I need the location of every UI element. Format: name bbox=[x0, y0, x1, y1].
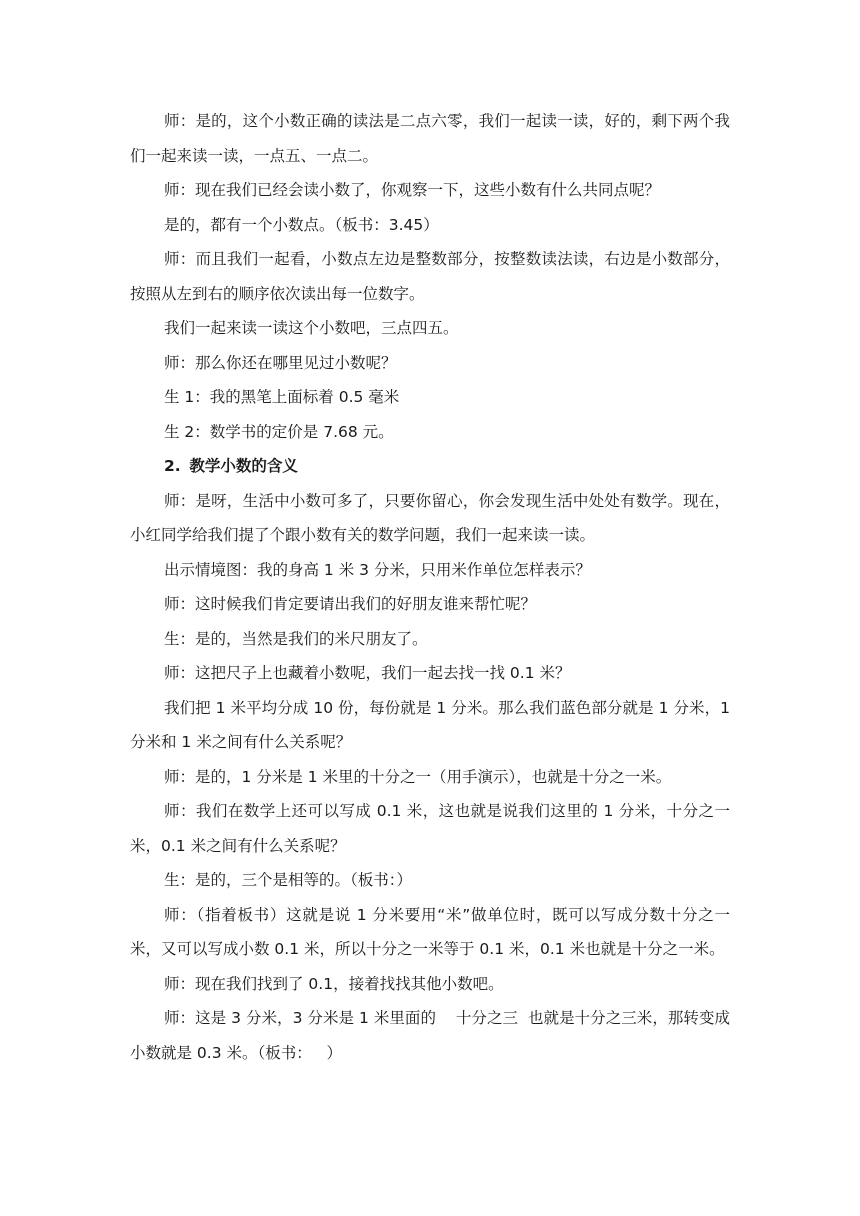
paragraph: 我们把 1 米平均分成 10 份，每份就是 1 分米。那么我们蓝色部分就是 1 分米，1 分米和 1 米之间有什么关系呢？ bbox=[130, 698, 735, 751]
paragraph: 师：是呀，生活中小数可多了，只要你留心，你会发现生活中处处有数学。现在，小红同学给我们提了个跟小数有关的数学问题，我们一起来读一读。 bbox=[130, 491, 730, 544]
document-page bbox=[130, 104, 735, 1070]
paragraph: 师：是的，1 分米是 1 米里的十分之一（用手演示），也就是十分之一米。 bbox=[164, 767, 672, 786]
section-number: 2. bbox=[164, 457, 181, 475]
paragraph: 师：而且我们一起看，小数点左边是整数部分，按整数读法读，右边是小数部分，按照从左到右的顺序依次读出每一位数字。 bbox=[130, 250, 730, 303]
paragraph: 师：现在我们找到了 0.1，接着找找其他小数吧。 bbox=[164, 974, 504, 993]
paragraph: 生 1：我的黑笔上面标着 0.5 毫米 bbox=[164, 388, 400, 406]
paragraph: 师：这把尺子上也藏着小数呢，我们一起去找一找 0.1 米？ bbox=[164, 664, 571, 682]
paragraph: 生 2：数学书的定价是 7.68 元。 bbox=[164, 422, 394, 441]
paragraph: 出示情境图：我的身高 1 米 3 分米，只用米作单位怎样表示？ bbox=[164, 560, 591, 579]
section-heading bbox=[130, 449, 730, 484]
paragraph: 师：那么你还在哪里见过小数呢？ bbox=[164, 353, 397, 372]
paragraph: 师：（指着板书）这就是说 1 分米要用“米”做单位时，既可以写成分数十分之一米，又可以写成小数 0.1 米，所以十分之一米等于 0.1 米，0.1 米也就是十分之一米。 bbox=[130, 905, 730, 958]
paragraph: 师：我们在数学上还可以写成 0.1 米，这也就是说我们这里的 1 分米，十分之一米，0.1 米之间有什么关系呢？ bbox=[130, 802, 730, 855]
section-title: 教学小数的含义 bbox=[189, 457, 298, 475]
paragraph: 师：这时候我们肯定要请出我们的好朋友谁来帮忙呢？ bbox=[164, 595, 537, 613]
paragraph: 是的，都有一个小数点。（板书：3.45） bbox=[164, 215, 439, 234]
paragraph: 师：这是 3 分米，3 分米是 1 米里面的 十分之三 也就是十分之三米，那转变成小数就是 0.3 米。（板书： ） bbox=[130, 1009, 730, 1062]
paragraph: 生：是的，当然是我们的米尺朋友了。 bbox=[164, 629, 428, 648]
paragraph: 生：是的，三个是相等的。（板书：） bbox=[164, 871, 413, 889]
paragraph: 我们一起来读一读这个小数吧，三点四五。 bbox=[164, 319, 459, 337]
paragraph: 师：是的，这个小数正确的读法是二点六零，我们一起读一读，好的，剩下两个我们一起来读一读，一点五、一点二。 bbox=[130, 112, 730, 165]
paragraph: 师：现在我们已经会读小数了，你观察一下，这些小数有什么共同点呢？ bbox=[164, 181, 661, 199]
